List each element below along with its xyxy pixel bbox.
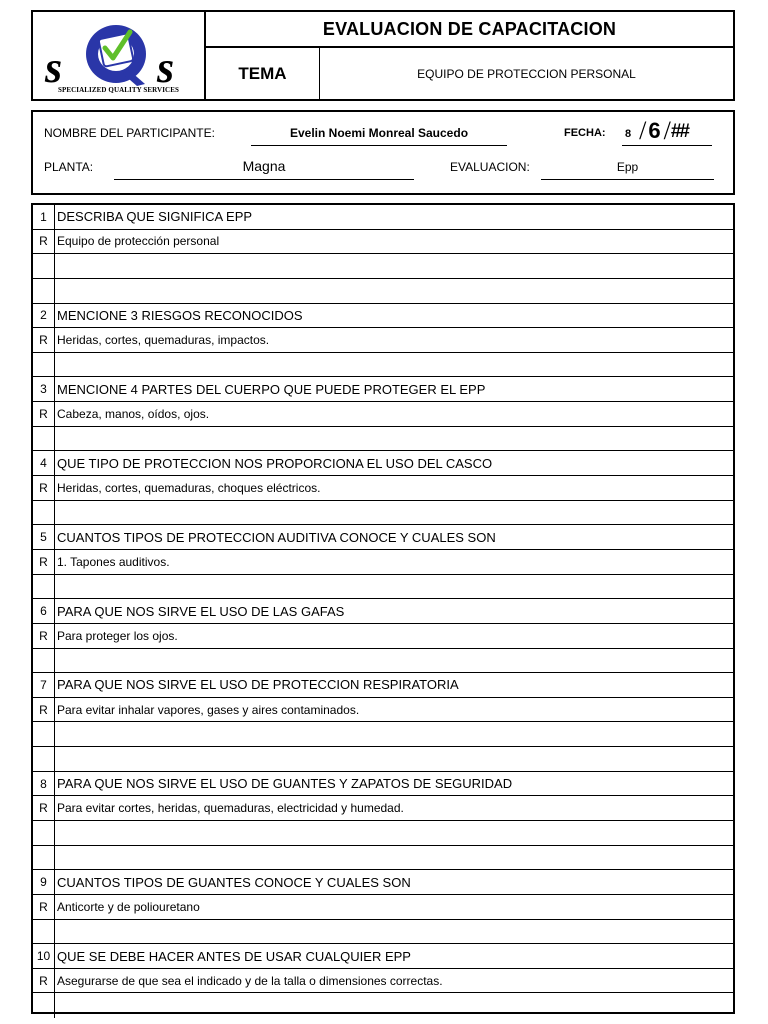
blank-row [33,821,733,846]
blank-row [33,722,733,747]
question-text: PARA QUE NOS SIRVE EL USO DE LAS GAFAS [57,603,345,619]
plant-underline [114,179,414,180]
row-number-cell [33,993,55,1018]
answer-text[interactable]: Heridas, cortes, quemaduras, impactos. [57,333,270,347]
question-number: 1 [33,205,55,229]
question-text: QUE TIPO DE PROTECCION NOS PROPORCIONA EL USO DEL CASCO [57,455,493,471]
answer-text[interactable]: Asegurarse de que sea el indicado y de la talla o dimensiones correctas. [57,973,443,988]
question-row [33,599,733,624]
blank-line[interactable] [57,846,733,870]
answer-text[interactable]: 1. Tapones auditivos. [57,554,170,569]
blank-line[interactable] [57,575,733,599]
date-separator: / [663,116,671,145]
question-text: PARA QUE NOS SIRVE EL USO DE GUANTES Y ZAPATOS DE SEGURIDAD [57,776,513,792]
question-row [33,304,733,329]
answer-marker: R [33,624,55,648]
question-row [33,673,733,698]
row-number-cell [33,575,55,599]
question-row [33,772,733,797]
row-number-cell [33,747,55,771]
question-number: 7 [33,673,55,697]
participant-info [31,110,735,195]
answer-row [33,402,733,427]
row-number-cell [33,254,55,278]
row-number-cell [33,920,55,944]
row-number-cell [33,649,55,673]
question-number: 8 [33,772,55,796]
answer-row [33,796,733,821]
date-field[interactable] [625,116,688,146]
answer-marker: R [33,550,55,574]
answer-text[interactable]: Cabeza, manos, oídos, ojos. [57,406,210,421]
date-label: FECHA: [564,127,606,139]
answer-row [33,895,733,920]
svg-text:s: s [157,43,175,92]
answer-row [33,698,733,723]
row-number-cell [33,427,55,451]
question-text: QUE SE DEBE HACER ANTES DE USAR CUALQUIER EPP [57,948,411,964]
row-number-cell [33,821,55,845]
participant-name-underline [251,145,507,146]
answer-text[interactable]: Para evitar inhalar vapores, gases y aires contaminados. [57,702,360,717]
question-text: PARA QUE NOS SIRVE EL USO DE PROTECCION RESPIRATORIA [57,677,459,693]
question-text: MENCIONE 4 PARTES DEL CUERPO QUE PUEDE PROTEGER EL EPP [57,381,486,397]
blank-line[interactable] [57,279,733,303]
plant-value[interactable]: Magna [242,158,286,174]
question-row [33,205,733,230]
form-title: EVALUACION DE CAPACITACION [206,12,733,48]
answer-text[interactable]: Anticorte y de poliouretano [57,899,200,914]
answer-row [33,328,733,353]
question-number: 3 [33,377,55,401]
blank-line[interactable] [57,501,733,525]
blank-line[interactable] [57,649,733,673]
question-text: CUANTOS TIPOS DE PROTECCION AUDITIVA CONOCE Y CUALES SON [57,529,496,545]
tema-value: EQUIPO DE PROTECCION PERSONAL [417,66,636,81]
question-text: MENCIONE 3 RIESGOS RECONOCIDOS [57,307,303,323]
form-header [31,10,735,101]
question-row [33,525,733,550]
blank-row [33,575,733,600]
question-row [33,870,733,895]
answer-row [33,969,733,994]
company-logo [33,12,206,99]
answer-row [33,624,733,649]
answer-marker: R [33,230,55,254]
svg-text:s: s [45,43,63,92]
tema-label: TEMA [206,48,320,99]
answer-row [33,550,733,575]
answer-marker: R [33,895,55,919]
evaluation-label: EVALUACION: [450,160,530,174]
blank-line[interactable] [57,993,733,1018]
answer-marker: R [33,476,55,500]
date-separator: / [639,116,647,145]
answer-row [33,230,733,255]
answer-text[interactable]: Heridas, cortes, quemaduras, choques eléctricos. [57,480,321,495]
row-number-cell [33,501,55,525]
answer-row [33,476,733,501]
blank-line[interactable] [57,722,733,746]
answer-marker: R [33,969,55,993]
question-row [33,944,733,969]
blank-row [33,353,733,378]
answer-text[interactable]: Equipo de protección personal [57,234,220,249]
date-day: 8 [625,128,632,140]
row-number-cell [33,279,55,303]
answer-marker: R [33,402,55,426]
blank-row [33,920,733,945]
plant-label: PLANTA: [44,160,94,174]
question-number: 2 [33,304,55,328]
answer-text[interactable]: Para evitar cortes, heridas, quemaduras, electricidad y humedad. [57,801,404,816]
blank-line[interactable] [57,427,733,451]
row-number-cell [33,846,55,870]
answer-text[interactable]: Para proteger los ojos. [57,628,178,643]
blank-row [33,993,733,1018]
answer-marker: R [33,328,55,352]
row-number-cell [33,722,55,746]
blank-line[interactable] [57,920,733,944]
date-month: 6 [648,118,661,143]
evaluation-value[interactable]: Epp [616,160,639,174]
logo-tagline: SPECIALIZED QUALITY SERVICES [58,86,179,94]
blank-row [33,279,733,304]
blank-row [33,427,733,452]
question-text: DESCRIBA QUE SIGNIFICA EPP [57,209,253,225]
blank-row [33,501,733,526]
questions-table [31,203,735,1014]
question-text: CUANTOS TIPOS DE GUANTES CONOCE Y CUALES SON [57,874,411,890]
participant-name-value[interactable]: Evelin Noemi Monreal Saucedo [289,126,469,140]
row-number-cell [33,353,55,377]
answer-marker: R [33,796,55,820]
question-number: 9 [33,870,55,894]
blank-line[interactable] [57,254,733,278]
question-number: 5 [33,525,55,549]
blank-line[interactable] [57,747,733,771]
blank-row [33,747,733,772]
blank-row [33,254,733,279]
participant-name-label: NOMBRE DEL PARTICIPANTE: [44,126,215,140]
blank-row [33,649,733,674]
date-year: ## [670,121,688,142]
question-number: 10 [33,944,55,968]
question-number: 6 [33,599,55,623]
blank-row [33,846,733,871]
answer-marker: R [33,698,55,722]
question-number: 4 [33,451,55,475]
evaluation-underline [541,179,714,180]
question-row [33,451,733,476]
blank-line[interactable] [57,353,733,377]
question-row [33,377,733,402]
blank-line[interactable] [57,821,733,845]
